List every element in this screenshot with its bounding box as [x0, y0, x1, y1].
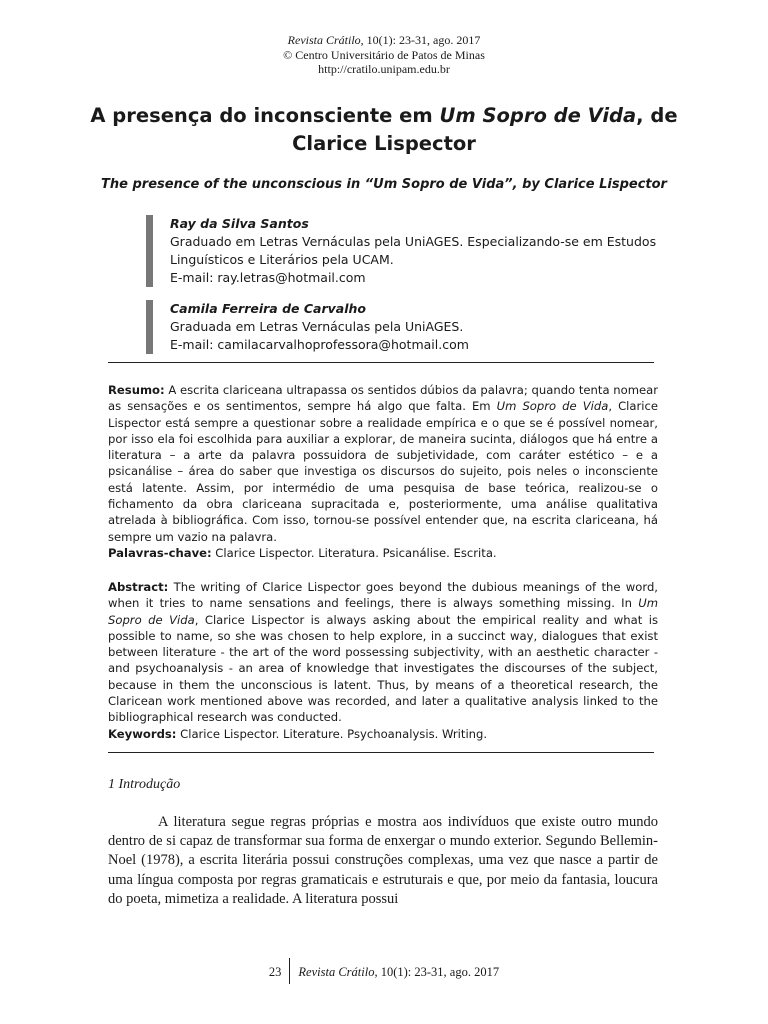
journal-url: http://cratilo.unipam.edu.br: [318, 62, 450, 76]
resumo-italic: Um Sopro de Vida: [496, 399, 609, 414]
palavras-chave: Clarice Lispector. Literatura. Psicanálise. Escrita.: [211, 545, 497, 560]
journal-header: [0, 33, 768, 77]
abstract-block: [108, 579, 658, 742]
abstract-label: Abstract:: [108, 580, 169, 594]
divider-rule: [108, 362, 654, 363]
article-subtitle: The presence of the unconscious in “Um Sopro de Vida”, by Clarice Lispector: [101, 177, 667, 192]
author-name: Ray da Silva Santos: [170, 216, 309, 231]
section-paragraph: A literatura segue regras próprias e mostra aos indivíduos que existe outro mundo dentro de si capaz de transformar sua forma de enxergar o mundo exterior. Segundo Bellemin-Noel (1978), a escrita literária possui construções complexas, uma vez que nasce a partir de uma língua composta por regras gramaticais e estruturais e que, por meio da fantasia, loucura do poeta, mimetiza a realidade. A literatura possui: [108, 814, 658, 907]
title-part-1: A presença do inconsciente em: [90, 104, 440, 127]
section-heading: 1 Introdução: [108, 777, 181, 792]
footer-journal: [290, 965, 499, 980]
palavras-chave-label: Palavras-chave:: [108, 545, 212, 560]
divider-rule: [108, 752, 654, 753]
title-italic: Um Sopro de Vida: [439, 104, 637, 127]
footer-citation: , 10(1): 23-31, ago. 2017: [374, 965, 500, 979]
section-body: [108, 813, 658, 909]
resumo-label: Resumo:: [108, 383, 165, 397]
abstract-italic: Um Sopro de Vida: [108, 596, 658, 627]
journal-citation: , 10(1): 23-31, ago. 2017: [360, 33, 481, 47]
author-email: E-mail: ray.letras@hotmail.com: [170, 270, 366, 285]
title-part-2: , de: [636, 104, 678, 127]
footer-journal-name: Revista Crátilo: [298, 965, 375, 979]
author-name: Camila Ferreira de Carvalho: [170, 301, 366, 316]
journal-citation-line: [0, 33, 768, 48]
abstract-text-1: The writing of Clarice Lispector goes beyond the dubious meanings of the word, when it tries to name sensations and feelings, there is always something missing. In: [108, 580, 658, 611]
title-line-2: Clarice Lispector: [292, 132, 476, 155]
keywords-label: Keywords:: [108, 726, 177, 741]
journal-institution: © Centro Universitário de Patos de Minas: [283, 47, 485, 62]
author-affiliation: Graduado em Letras Vernáculas pela UniAGES. Especializando-se em Estudos: [170, 234, 657, 249]
abstract-text-2: , Clarice Lispector is always asking about the empirical reality and what is possible to name, so she was chosen to help explore, in a succinct way, dialogues that exist between literature - the art of the word possessing subjectivity, with an aesthetic character - and psychoanalysis - an area of knowledge that investigates the discourses of the subject, because in them the unconscious is latent. Thus, by means of a theoretical research, the Claricean work mentioned above was recorded, and later a qualitative analysis linked to the bibliographical research was conducted.: [108, 612, 658, 725]
author-block-1: [146, 215, 670, 287]
keywords: Clarice Lispector. Literature. Psychoanalysis. Writing.: [176, 726, 488, 741]
resumo-text-1: A escrita clariceana ultrapassa os sentidos dúbios da palavra; quando tenta nomear as sensações e os sentimentos, sempre há algo que falta. Em: [108, 383, 658, 414]
article-title: [90, 102, 678, 158]
author-affiliation: Graduada em Letras Vernáculas pela UniAGES.: [170, 319, 464, 334]
page-number: 23: [268, 965, 282, 979]
author-block-2: [146, 300, 670, 354]
resumo-text-2: , Clarice Lispector está sempre a questionar sobre a realidade empírica e o que se é possível nomear, por isso ela foi escolhida para auxiliar a explorar, de maneira sucinta, diálogos que há entre a literatura – a arte da palavra possuidora de subjetividade, com caráter estético – e a psicanálise – área do saber que investiga os discursos do sujeito, pois neles o inconsciente está latente. Assim, por intermédio de uma pesquisa de base teórica, realizou-se o fichamento da obra clariceana supracitada e, posteriormente, uma análise qualitativa atrelada à bibliográfica. Com isso, tornou-se possível entender que, na escrita clariceana, há sempre um vazio na palavra.: [108, 399, 658, 544]
resumo-block: [108, 382, 658, 561]
page-footer: [0, 958, 768, 984]
author-affiliation-cont: Linguísticos e Literários pela UCAM.: [170, 252, 394, 267]
author-email: E-mail: camilacarvalhoprofessora@hotmail.com: [170, 337, 469, 352]
journal-name: Revista Crátilo: [287, 33, 361, 47]
